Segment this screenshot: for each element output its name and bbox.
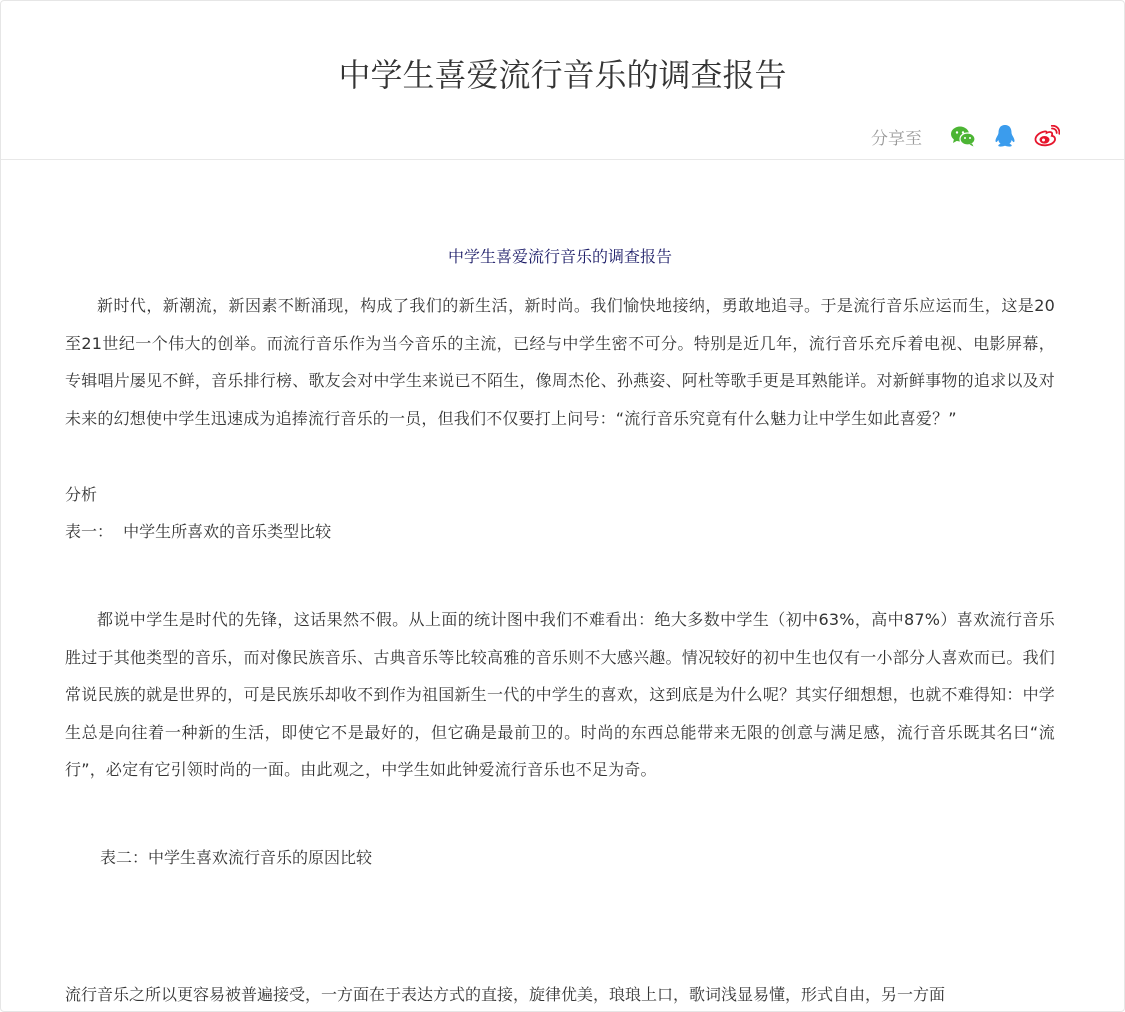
- share-label: 分享至: [871, 128, 922, 149]
- weibo-icon: [1034, 125, 1060, 147]
- reasons-paragraph: 流行音乐之所以更容易被普遍接受，一方面在于表达方式的直接，旋律优美，琅琅上口，歌词浅显易懂，形式自由，另一方面: [65, 985, 946, 1004]
- document-title: 中学生喜爱流行音乐的调查报告: [447, 247, 672, 266]
- share-weibo-button[interactable]: [1032, 121, 1062, 151]
- intro-paragraph: 新时代，新潮流，新因素不断涌现，构成了我们的新生活，新时尚。我们愉快地接纳，勇敢地追寻。于是流行音乐应运而生，这是20至21世纪一个伟大的创举。而流行音乐作为当今音乐的主流，已经与中学生密不可分。特别是近几年，流行音乐充斥着电视、电影屏幕，专辑唱片屡见不鲜，音乐排行榜、歌友会对中学生来说已不陌生，像周杰伦、孙燕姿、阿杜等歌手更是耳熟能详。对新鲜事物的追求以及对未来的幻想使中学生迅速成为追捧流行音乐的一员，但我们不仅要打上问号：“流行音乐究竟有什么魅力让中学生如此喜爱？”: [65, 296, 1055, 428]
- table1-caption: 表一： 中学生所喜欢的音乐类型比较: [65, 522, 332, 541]
- analysis-heading: 分析: [65, 485, 98, 504]
- table2-caption: 表二：中学生喜欢流行音乐的原因比较: [100, 848, 373, 867]
- qq-icon: [994, 124, 1016, 148]
- share-bar: [871, 121, 1062, 151]
- article-header: [1, 1, 1124, 160]
- analysis-paragraph: 都说中学生是时代的先锋，这话果然不假。从上面的统计图中我们不难看出：绝大多数中学生（初中63%，高中87%）喜欢流行音乐胜过于其他类型的音乐，而对像民族音乐、古典音乐等比较高雅的音乐则不大感兴趣。情况较好的初中生也仅有一小部分人喜欢而已。我们常说民族的就是世界的，可是民族乐却收不到作为祖国新生一代的中学生的喜欢，这到底是为什么呢？其实仔细想想，也就不难得知：中学生总是向往着一种新的生活，即使它不是最好的，但它确是最前卫的。时尚的东西总能带来无限的创意与满足感，流行音乐既其名曰“流行”，必定有它引领时尚的一面。由此观之，中学生如此钟爱流行音乐也不足为奇。: [65, 610, 1055, 779]
- share-qq-button[interactable]: [990, 121, 1020, 151]
- page-title: 中学生喜爱流行音乐的调查报告: [338, 56, 787, 94]
- share-wechat-button[interactable]: [948, 121, 978, 151]
- wechat-icon: [950, 125, 976, 147]
